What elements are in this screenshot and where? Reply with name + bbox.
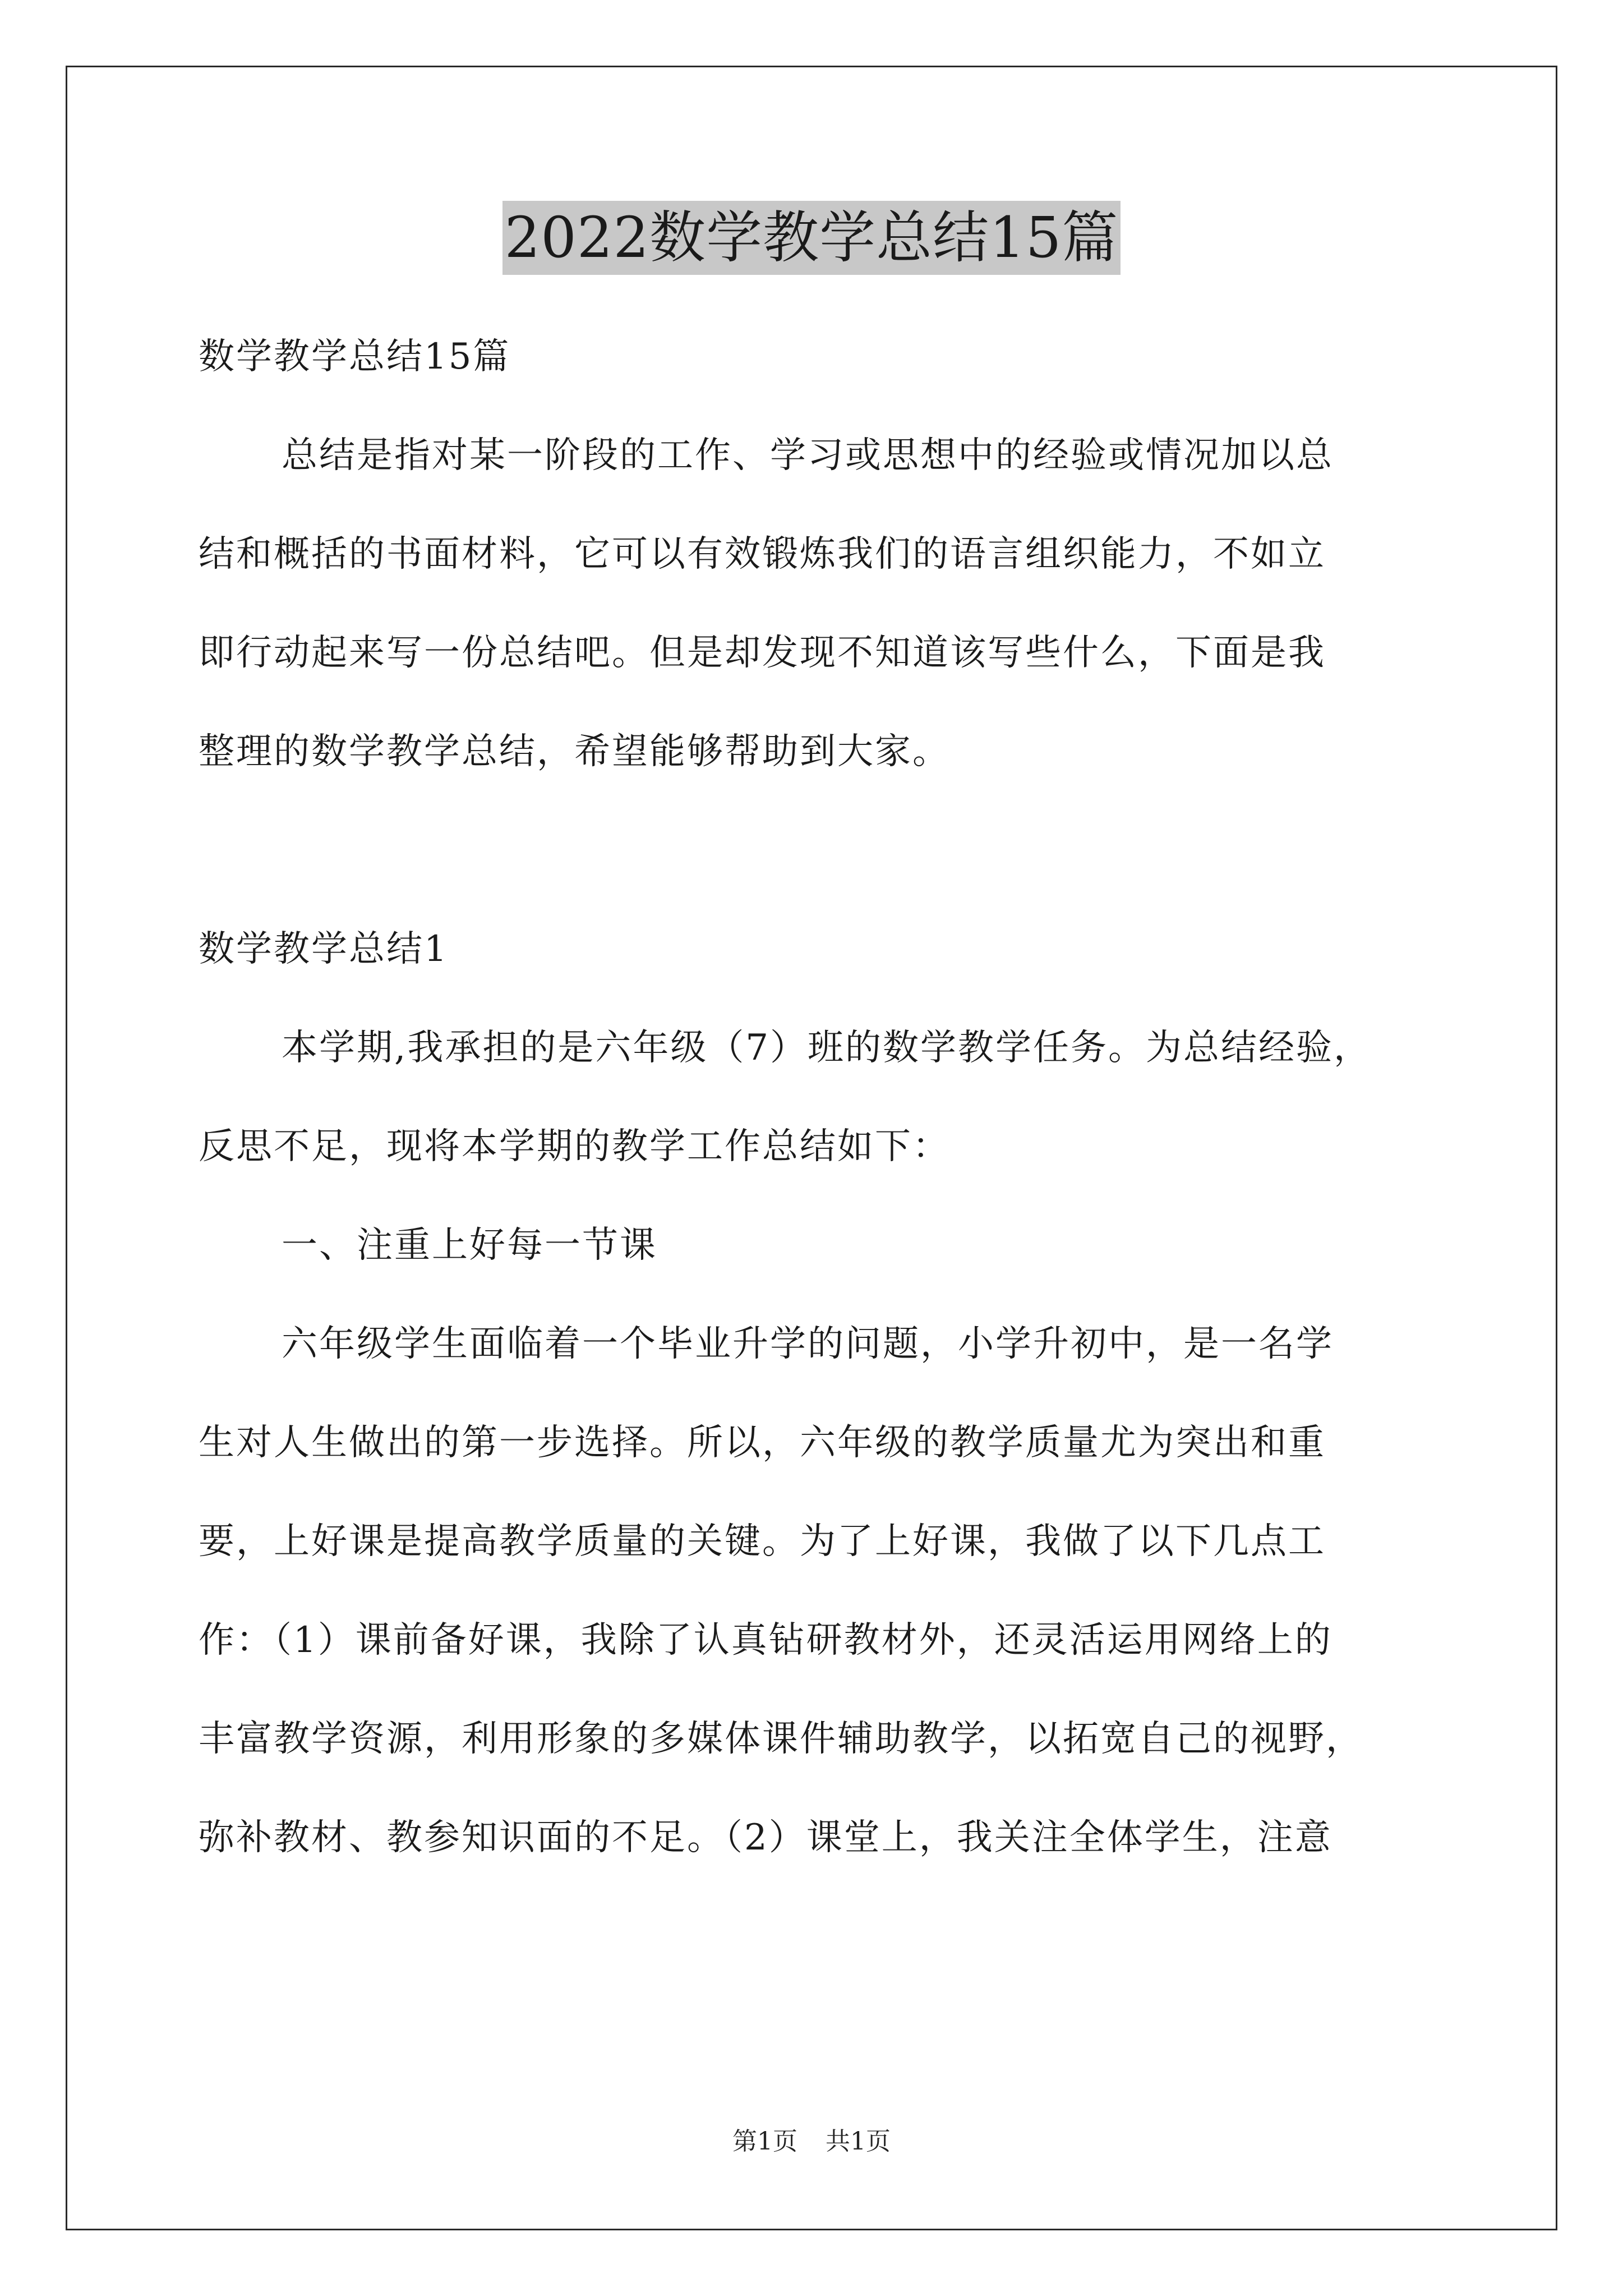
- paragraph-line: 总结是指对某一阶段的工作、学习或思想中的经验或情况加以总: [282, 435, 1334, 476]
- paragraph-line: 生对人生做出的第一步选择。所以，六年级的教学质量尤为突出和重: [199, 1422, 1326, 1464]
- page-number-total: 共1页: [826, 2127, 891, 2156]
- paragraph-line: 丰富教学资源，利用形象的多媒体课件辅助教学，以拓宽自己的视野，: [199, 1718, 1363, 1760]
- paragraph-line: 一、注重上好每一节课: [282, 1225, 657, 1266]
- paragraph-line: 数学教学总结1: [199, 928, 449, 970]
- paragraph-line: 六年级学生面临着一个毕业升学的问题，小学升初中，是一名学: [282, 1323, 1334, 1365]
- paragraph-line: 要，上好课是提高教学质量的关键。为了上好课，我做了以下几点工: [199, 1521, 1326, 1562]
- paragraph-line: 作：（1）课前备好课，我除了认真钻研教材外，还灵活运用网络上的: [199, 1619, 1332, 1661]
- document-body: [199, 307, 1432, 1887]
- title-container: [0, 201, 1623, 275]
- page-number-current: 第1页: [732, 2127, 797, 2156]
- paragraph-line: 本学期,我承担的是六年级（7）班的数学教学任务。为总结经验，: [282, 1027, 1372, 1069]
- document-title: 2022数学教学总结15篇: [502, 201, 1121, 275]
- paragraph-line: 弥补教材、教参知识面的不足。（2）课堂上，我关注全体学生，注意: [199, 1817, 1332, 1858]
- paragraph-line: 反思不足，现将本学期的教学工作总结如下：: [199, 1126, 950, 1167]
- page-footer: [0, 2125, 1623, 2159]
- paragraph-line: 数学教学总结15篇: [199, 336, 511, 378]
- paragraph-line: 整理的数学教学总结，希望能够帮助到大家。: [199, 731, 950, 772]
- paragraph-line: 即行动起来写一份总结吧。但是却发现不知道该写些什么，下面是我: [199, 632, 1326, 674]
- paragraph-line: 结和概括的书面材料，它可以有效锻炼我们的语言组织能力，不如立: [199, 533, 1326, 575]
